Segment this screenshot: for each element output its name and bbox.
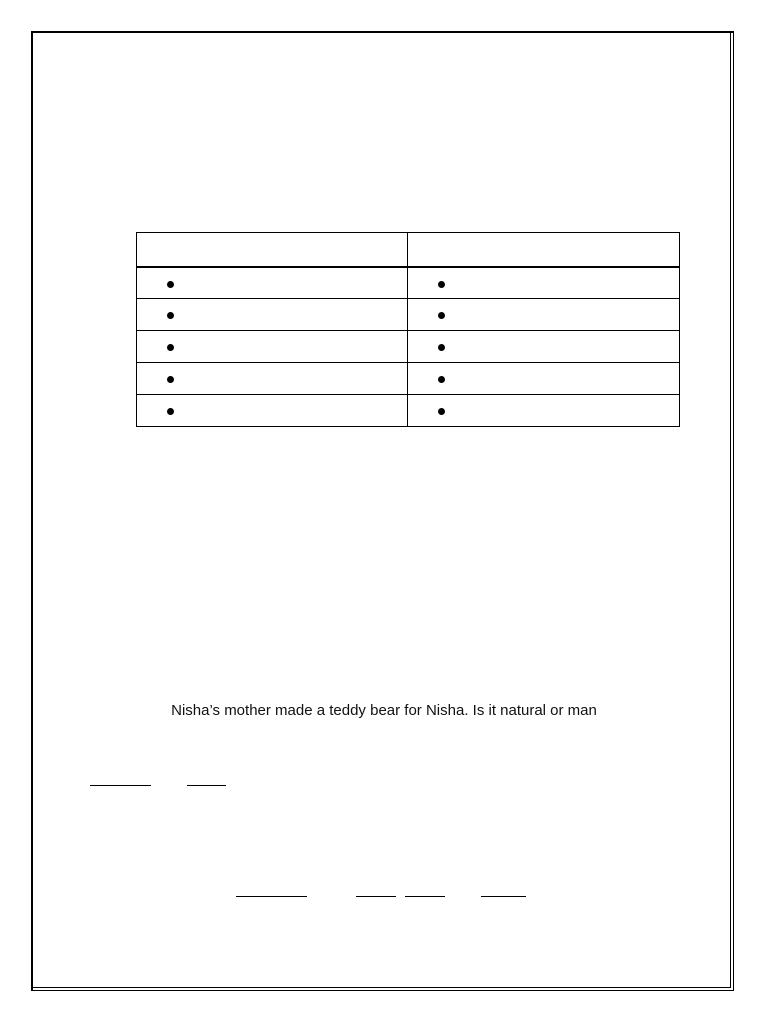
page-border — [31, 31, 734, 991]
table-cell[interactable] — [137, 363, 408, 395]
table-cell[interactable] — [137, 299, 408, 331]
bullet-icon — [438, 344, 445, 351]
bullet-icon — [438, 312, 445, 319]
table-row — [137, 299, 680, 331]
answer-blank[interactable] — [356, 896, 396, 897]
question-text: Nisha’s mother made a teddy bear for Nisha. Is it natural or man — [171, 702, 597, 719]
table-row — [137, 331, 680, 363]
table-cell[interactable] — [408, 267, 680, 299]
bullet-icon — [167, 312, 174, 319]
table-cell[interactable] — [137, 395, 408, 427]
answer-blank[interactable] — [405, 896, 445, 897]
table-header-right — [408, 233, 680, 267]
answer-blank[interactable] — [236, 896, 307, 897]
table-header-row — [137, 233, 680, 267]
bullet-icon — [167, 344, 174, 351]
table-cell[interactable] — [137, 331, 408, 363]
bullet-icon — [167, 281, 174, 288]
table-cell[interactable] — [408, 363, 680, 395]
table-row — [137, 267, 680, 299]
answer-blank[interactable] — [187, 785, 226, 786]
bullet-icon — [167, 376, 174, 383]
answer-blank[interactable] — [481, 896, 526, 897]
bullet-icon — [438, 281, 445, 288]
answer-blank[interactable] — [90, 785, 151, 786]
table-cell[interactable] — [408, 395, 680, 427]
table-cell[interactable] — [137, 267, 408, 299]
sorting-table — [136, 232, 680, 427]
table-row — [137, 395, 680, 427]
table-cell[interactable] — [408, 331, 680, 363]
bullet-icon — [438, 376, 445, 383]
table-cell[interactable] — [408, 299, 680, 331]
bullet-icon — [167, 408, 174, 415]
table-row — [137, 363, 680, 395]
table-header-left — [137, 233, 408, 267]
bullet-icon — [438, 408, 445, 415]
